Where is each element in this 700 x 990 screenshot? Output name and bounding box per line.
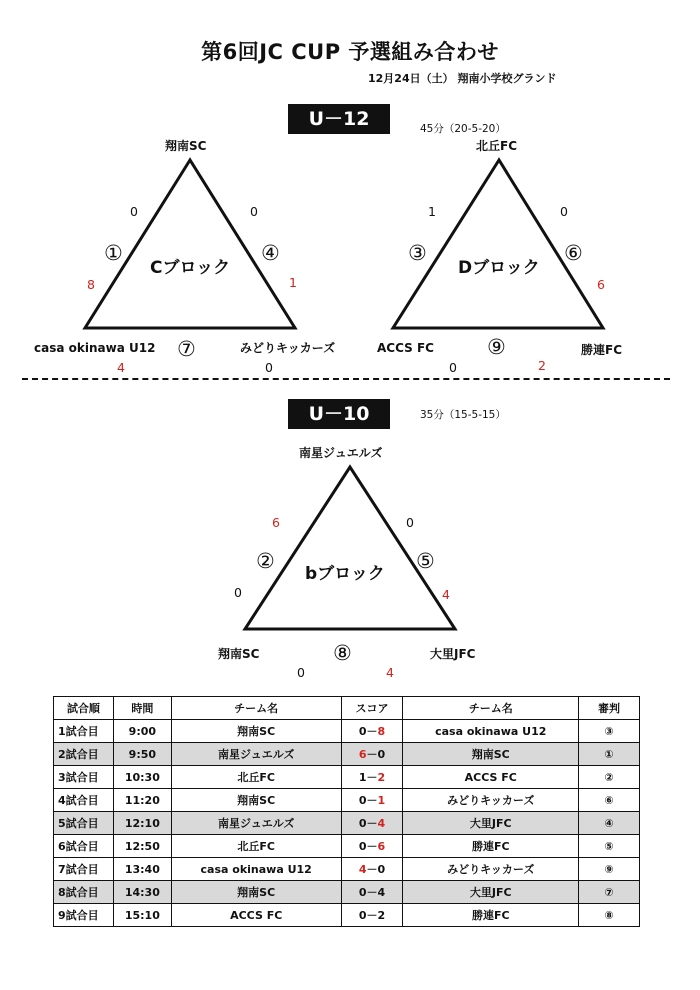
match-order-cell: 6試合目: [54, 835, 114, 858]
header-time: 時間: [113, 697, 171, 720]
block-c-score: 0: [265, 360, 273, 375]
score-away: 4: [377, 886, 386, 899]
block-c-score: 4: [117, 360, 125, 375]
team1-cell: 北丘FC: [171, 835, 341, 858]
team1-cell: 南星ジュエルズ: [171, 812, 341, 835]
header-order: 試合順: [54, 697, 114, 720]
block-c-top-team: 翔南SC: [165, 139, 207, 153]
block-b-triangle: [245, 467, 455, 629]
table-row: [54, 835, 640, 858]
block-c-match-bottom: ⑦: [177, 337, 196, 361]
block-d-top-team: 北丘FC: [476, 139, 518, 153]
team1-cell: ACCS FC: [171, 904, 341, 927]
team2-cell: みどりキッカーズ: [403, 789, 579, 812]
block-b-top-team: 南星ジュエルズ: [299, 446, 383, 460]
match-order-cell: 4試合目: [54, 789, 114, 812]
header-referee: 審判: [579, 697, 640, 720]
block-d-match-bottom: ⑨: [487, 335, 506, 359]
score-away: 2: [377, 909, 386, 922]
match-order-cell: 9試合目: [54, 904, 114, 927]
block-b-score: 0: [406, 515, 414, 530]
team2-cell: casa okinawa U12: [403, 720, 579, 743]
score-away: 4: [377, 817, 386, 830]
score-away: 6: [377, 840, 386, 853]
score-home: 0: [358, 909, 367, 922]
match-order-cell: 7試合目: [54, 858, 114, 881]
team2-cell: 翔南SC: [403, 743, 579, 766]
score-cell: [341, 743, 403, 766]
table-row: [54, 881, 640, 904]
table-row: [54, 789, 640, 812]
match-order-cell: 2試合目: [54, 743, 114, 766]
team2-cell: みどりキッカーズ: [403, 858, 579, 881]
score-dash: －: [366, 909, 378, 922]
score-home: 0: [358, 840, 367, 853]
score-home: 6: [358, 748, 367, 761]
team1-cell: 南星ジュエルズ: [171, 743, 341, 766]
block-d-score: 2: [538, 358, 546, 373]
score-cell: [341, 720, 403, 743]
table-row: [54, 858, 640, 881]
referee-cell: ⑤: [579, 835, 640, 858]
score-cell: [341, 881, 403, 904]
block-b-score: 0: [234, 585, 242, 600]
table-row: [54, 720, 640, 743]
page-title: 第6回JC CUP 予選組み合わせ: [201, 40, 499, 64]
referee-cell: ⑥: [579, 789, 640, 812]
score-away: 0: [377, 863, 386, 876]
match-time-cell: 12:10: [113, 812, 171, 835]
score-dash: －: [366, 725, 378, 738]
block-c-score: 8: [87, 277, 95, 292]
score-away: 2: [377, 771, 386, 784]
score-home: 0: [358, 886, 367, 899]
event-date-venue: 12月24日（土） 翔南小学校グランド: [368, 72, 557, 85]
score-dash: －: [366, 794, 378, 807]
block-c-match-left: ①: [104, 241, 123, 265]
block-d-score: 1: [428, 204, 436, 219]
team2-cell: 大里JFC: [403, 881, 579, 904]
score-dash: －: [366, 886, 378, 899]
score-dash: －: [366, 863, 378, 876]
referee-cell: ①: [579, 743, 640, 766]
referee-cell: ③: [579, 720, 640, 743]
block-b-match-right: ⑤: [416, 549, 435, 573]
block-d-right-team: 勝連FC: [581, 343, 623, 357]
table-row: [54, 766, 640, 789]
score-away: 1: [377, 794, 386, 807]
match-time-cell: 11:20: [113, 789, 171, 812]
u10-duration: 35分（15-5-15）: [420, 409, 506, 421]
block-b-left-team: 翔南SC: [218, 647, 260, 661]
section-divider: [22, 378, 670, 380]
team1-cell: 翔南SC: [171, 789, 341, 812]
block-c-right-team: みどりキッカーズ: [240, 341, 336, 355]
score-dash: －: [366, 771, 378, 784]
block-b-match-left: ②: [256, 549, 275, 573]
score-away: 8: [377, 725, 386, 738]
score-away: 0: [377, 748, 386, 761]
table-header-row: [54, 697, 640, 720]
team1-cell: 翔南SC: [171, 881, 341, 904]
block-b-right-team: 大里JFC: [430, 647, 476, 661]
score-cell: [341, 812, 403, 835]
block-c-name: Cブロック: [150, 258, 231, 278]
referee-cell: ②: [579, 766, 640, 789]
match-time-cell: 10:30: [113, 766, 171, 789]
score-cell: [341, 835, 403, 858]
match-time-cell: 9:00: [113, 720, 171, 743]
block-c-score: 0: [130, 204, 138, 219]
table-row: [54, 743, 640, 766]
block-d-score: 0: [560, 204, 568, 219]
block-d-score: 0: [449, 360, 457, 375]
referee-cell: ⑧: [579, 904, 640, 927]
block-d-match-right: ⑥: [564, 241, 583, 265]
match-order-cell: 3試合目: [54, 766, 114, 789]
score-dash: －: [366, 840, 378, 853]
referee-cell: ⑦: [579, 881, 640, 904]
block-b-match-bottom: ⑧: [333, 641, 352, 665]
schedule-table: [53, 696, 640, 927]
score-home: 0: [358, 817, 367, 830]
team2-cell: ACCS FC: [403, 766, 579, 789]
block-d-score: 6: [597, 277, 605, 292]
block-b-score: 6: [272, 515, 280, 530]
block-b-score: 0: [297, 665, 305, 680]
match-time-cell: 14:30: [113, 881, 171, 904]
score-home: 0: [358, 725, 367, 738]
table-row: [54, 812, 640, 835]
block-c-score: 0: [250, 204, 258, 219]
match-time-cell: 15:10: [113, 904, 171, 927]
header-team1: チーム名: [171, 697, 341, 720]
team2-cell: 勝連FC: [403, 835, 579, 858]
score-cell: [341, 789, 403, 812]
block-c-left-team: casa okinawa U12: [34, 341, 156, 355]
score-home: 4: [358, 863, 367, 876]
match-time-cell: 13:40: [113, 858, 171, 881]
block-c-match-right: ④: [261, 241, 280, 265]
block-b-score: 4: [442, 587, 450, 602]
header-score: スコア: [341, 697, 403, 720]
score-dash: －: [366, 748, 378, 761]
block-b-score: 4: [386, 665, 394, 680]
score-cell: [341, 858, 403, 881]
referee-cell: ⑨: [579, 858, 640, 881]
match-order-cell: 1試合目: [54, 720, 114, 743]
match-order-cell: 8試合目: [54, 881, 114, 904]
block-d-match-left: ③: [408, 241, 427, 265]
u12-duration: 45分（20-5-20）: [420, 123, 506, 135]
referee-cell: ④: [579, 812, 640, 835]
block-d-left-team: ACCS FC: [377, 341, 434, 355]
match-time-cell: 9:50: [113, 743, 171, 766]
u12-banner: U－12: [288, 104, 390, 134]
score-cell: [341, 766, 403, 789]
team1-cell: 北丘FC: [171, 766, 341, 789]
team1-cell: 翔南SC: [171, 720, 341, 743]
score-dash: －: [366, 817, 378, 830]
u10-banner: U－10: [288, 399, 390, 429]
block-b-name: bブロック: [305, 564, 385, 584]
block-d-name: Dブロック: [458, 258, 540, 278]
score-home: 1: [358, 771, 367, 784]
match-order-cell: 5試合目: [54, 812, 114, 835]
team1-cell: casa okinawa U12: [171, 858, 341, 881]
team2-cell: 大里JFC: [403, 812, 579, 835]
score-home: 0: [358, 794, 367, 807]
team2-cell: 勝連FC: [403, 904, 579, 927]
table-row: [54, 904, 640, 927]
block-c-score: 1: [289, 275, 297, 290]
header-team2: チーム名: [403, 697, 579, 720]
score-cell: [341, 904, 403, 927]
match-time-cell: 12:50: [113, 835, 171, 858]
